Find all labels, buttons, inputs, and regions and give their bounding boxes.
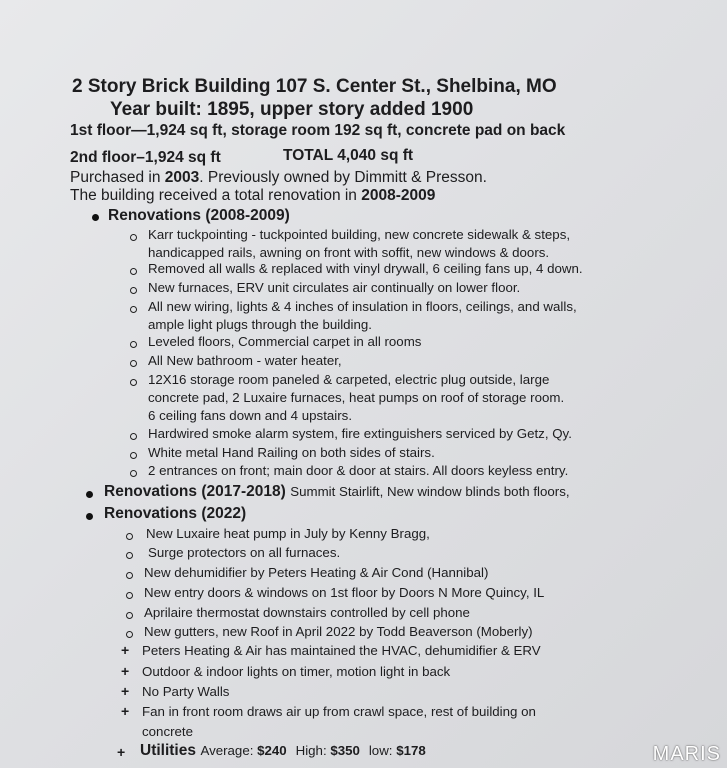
plus-icon: + <box>121 683 130 699</box>
previous-owners: . Previously owned by Dimmitt & Presson. <box>199 169 487 186</box>
list-item-cont: concrete <box>142 724 193 739</box>
list-item: Aprilaire thermostat downstairs controlled by cell phone <box>144 605 470 620</box>
list-item: Peters Heating & Air has maintained the HVAC, dehumidifier & ERV <box>142 643 541 658</box>
renovation-year: 2008-2009 <box>361 187 436 204</box>
bullet-circle <box>126 552 133 559</box>
bullet-circle <box>130 433 137 440</box>
bullet-circle <box>130 268 137 275</box>
list-item-cont: ample light plugs through the building. <box>148 317 372 332</box>
list-item: Outdoor & indoor lights on timer, motion light in back <box>142 664 451 679</box>
utilities-high: $350 <box>330 743 360 758</box>
bullet-circle <box>130 306 137 313</box>
list-item: 12X16 storage room paneled & carpeted, electric plug outside, large <box>148 372 550 387</box>
year-built: Year built: 1895, upper story added 1900 <box>110 99 474 120</box>
renovation-line <box>70 187 435 205</box>
bullet-circle <box>126 612 133 619</box>
plus-icon: + <box>121 663 130 679</box>
list-item-cont: concrete pad, 2 Luxaire furnaces, heat pumps on roof of storage room. <box>148 390 565 405</box>
purchased-year: 2003 <box>164 169 200 186</box>
list-item: Karr tuckpointing - tuckpointed building, new concrete sidewalk & steps, <box>148 227 571 242</box>
section-heading-2022: Renovations (2022) <box>104 505 247 522</box>
list-item: All New bathroom - water heater, <box>148 353 342 368</box>
page-title: 2 Story Brick Building 107 S. Center St., Shelbina, MO <box>72 76 557 97</box>
total-sqft: TOTAL 4,040 sq ft <box>283 147 414 164</box>
list-item: Fan in front room draws air up from crawl space, rest of building on <box>142 704 536 719</box>
plus-icon: + <box>121 703 130 719</box>
bullet-circle <box>126 572 133 579</box>
plus-icon: + <box>117 744 126 760</box>
purchased-text: Purchased in <box>70 169 165 186</box>
plus-icon: + <box>121 642 130 658</box>
utilities-label: Utilities <box>140 742 196 759</box>
bullet-circle <box>130 360 137 367</box>
utilities-high-label: High: <box>295 743 331 758</box>
list-item: New gutters, new Roof in April 2022 by Todd Beaverson (Moberly) <box>144 624 533 639</box>
bullet-circle <box>130 452 137 459</box>
list-item: New furnaces, ERV unit circulates air continually on lower floor. <box>148 280 521 295</box>
purchased-line <box>70 169 487 187</box>
watermark: MARIS <box>652 743 721 765</box>
utilities-avg: $240 <box>257 743 287 758</box>
bullet-dot <box>86 491 93 498</box>
bullet-dot <box>92 214 99 221</box>
section-2017-text: Summit Stairlift, New window blinds both floors, <box>290 484 570 499</box>
bullet-circle <box>126 533 133 540</box>
bullet-circle <box>130 470 137 477</box>
list-item: 2 entrances on front; main door & door at stairs. All doors keyless entry. <box>148 463 569 478</box>
utilities-low: $178 <box>396 743 426 758</box>
utilities-line <box>140 742 426 760</box>
list-item: No Party Walls <box>142 684 230 699</box>
bullet-circle <box>130 379 137 386</box>
bullet-circle <box>126 592 133 599</box>
section-heading-2017: Renovations (2017-2018) <box>104 483 286 500</box>
bullet-circle <box>130 287 137 294</box>
list-item-cont: handicapped rails, awning on front with soffit, new windows & doors. <box>148 245 550 260</box>
section-heading-2008: Renovations (2008-2009) <box>108 207 290 224</box>
list-item: Leveled floors, Commercial carpet in all rooms <box>148 334 422 349</box>
bullet-circle <box>130 341 137 348</box>
list-item: Removed all walls & replaced with vinyl drywall, 6 ceiling fans up, 4 down. <box>148 261 583 276</box>
list-item: Surge protectors on all furnaces. <box>148 545 341 560</box>
list-item: New entry doors & windows on 1st floor by Doors N More Quincy, IL <box>144 585 545 600</box>
list-item: New dehumidifier by Peters Heating & Air Cond (Hannibal) <box>144 565 489 580</box>
bullet-circle <box>126 631 133 638</box>
list-item: All new wiring, lights & 4 inches of insulation in floors, ceilings, and walls, <box>148 299 577 314</box>
utilities-avg-label: Average: <box>200 743 258 758</box>
list-item: Hardwired smoke alarm system, fire extinguishers serviced by Getz, Qy. <box>148 426 572 441</box>
utilities-low-label: low: <box>368 743 397 758</box>
renovation-text: The building received a total renovation in <box>70 187 362 204</box>
list-item: White metal Hand Railing on both sides of stairs. <box>148 445 435 460</box>
bullet-circle <box>130 234 137 241</box>
floor1-info: 1st floor—1,924 sq ft, storage room 192 sq ft, concrete pad on back <box>70 122 566 139</box>
list-item: New Luxaire heat pump in July by Kenny Bragg, <box>146 526 430 541</box>
bullet-dot <box>86 513 93 520</box>
section-2017 <box>104 483 570 501</box>
floor2-info: 2nd floor–1,924 sq ft <box>70 149 221 166</box>
list-item-cont: 6 ceiling fans down and 4 upstairs. <box>148 408 353 423</box>
